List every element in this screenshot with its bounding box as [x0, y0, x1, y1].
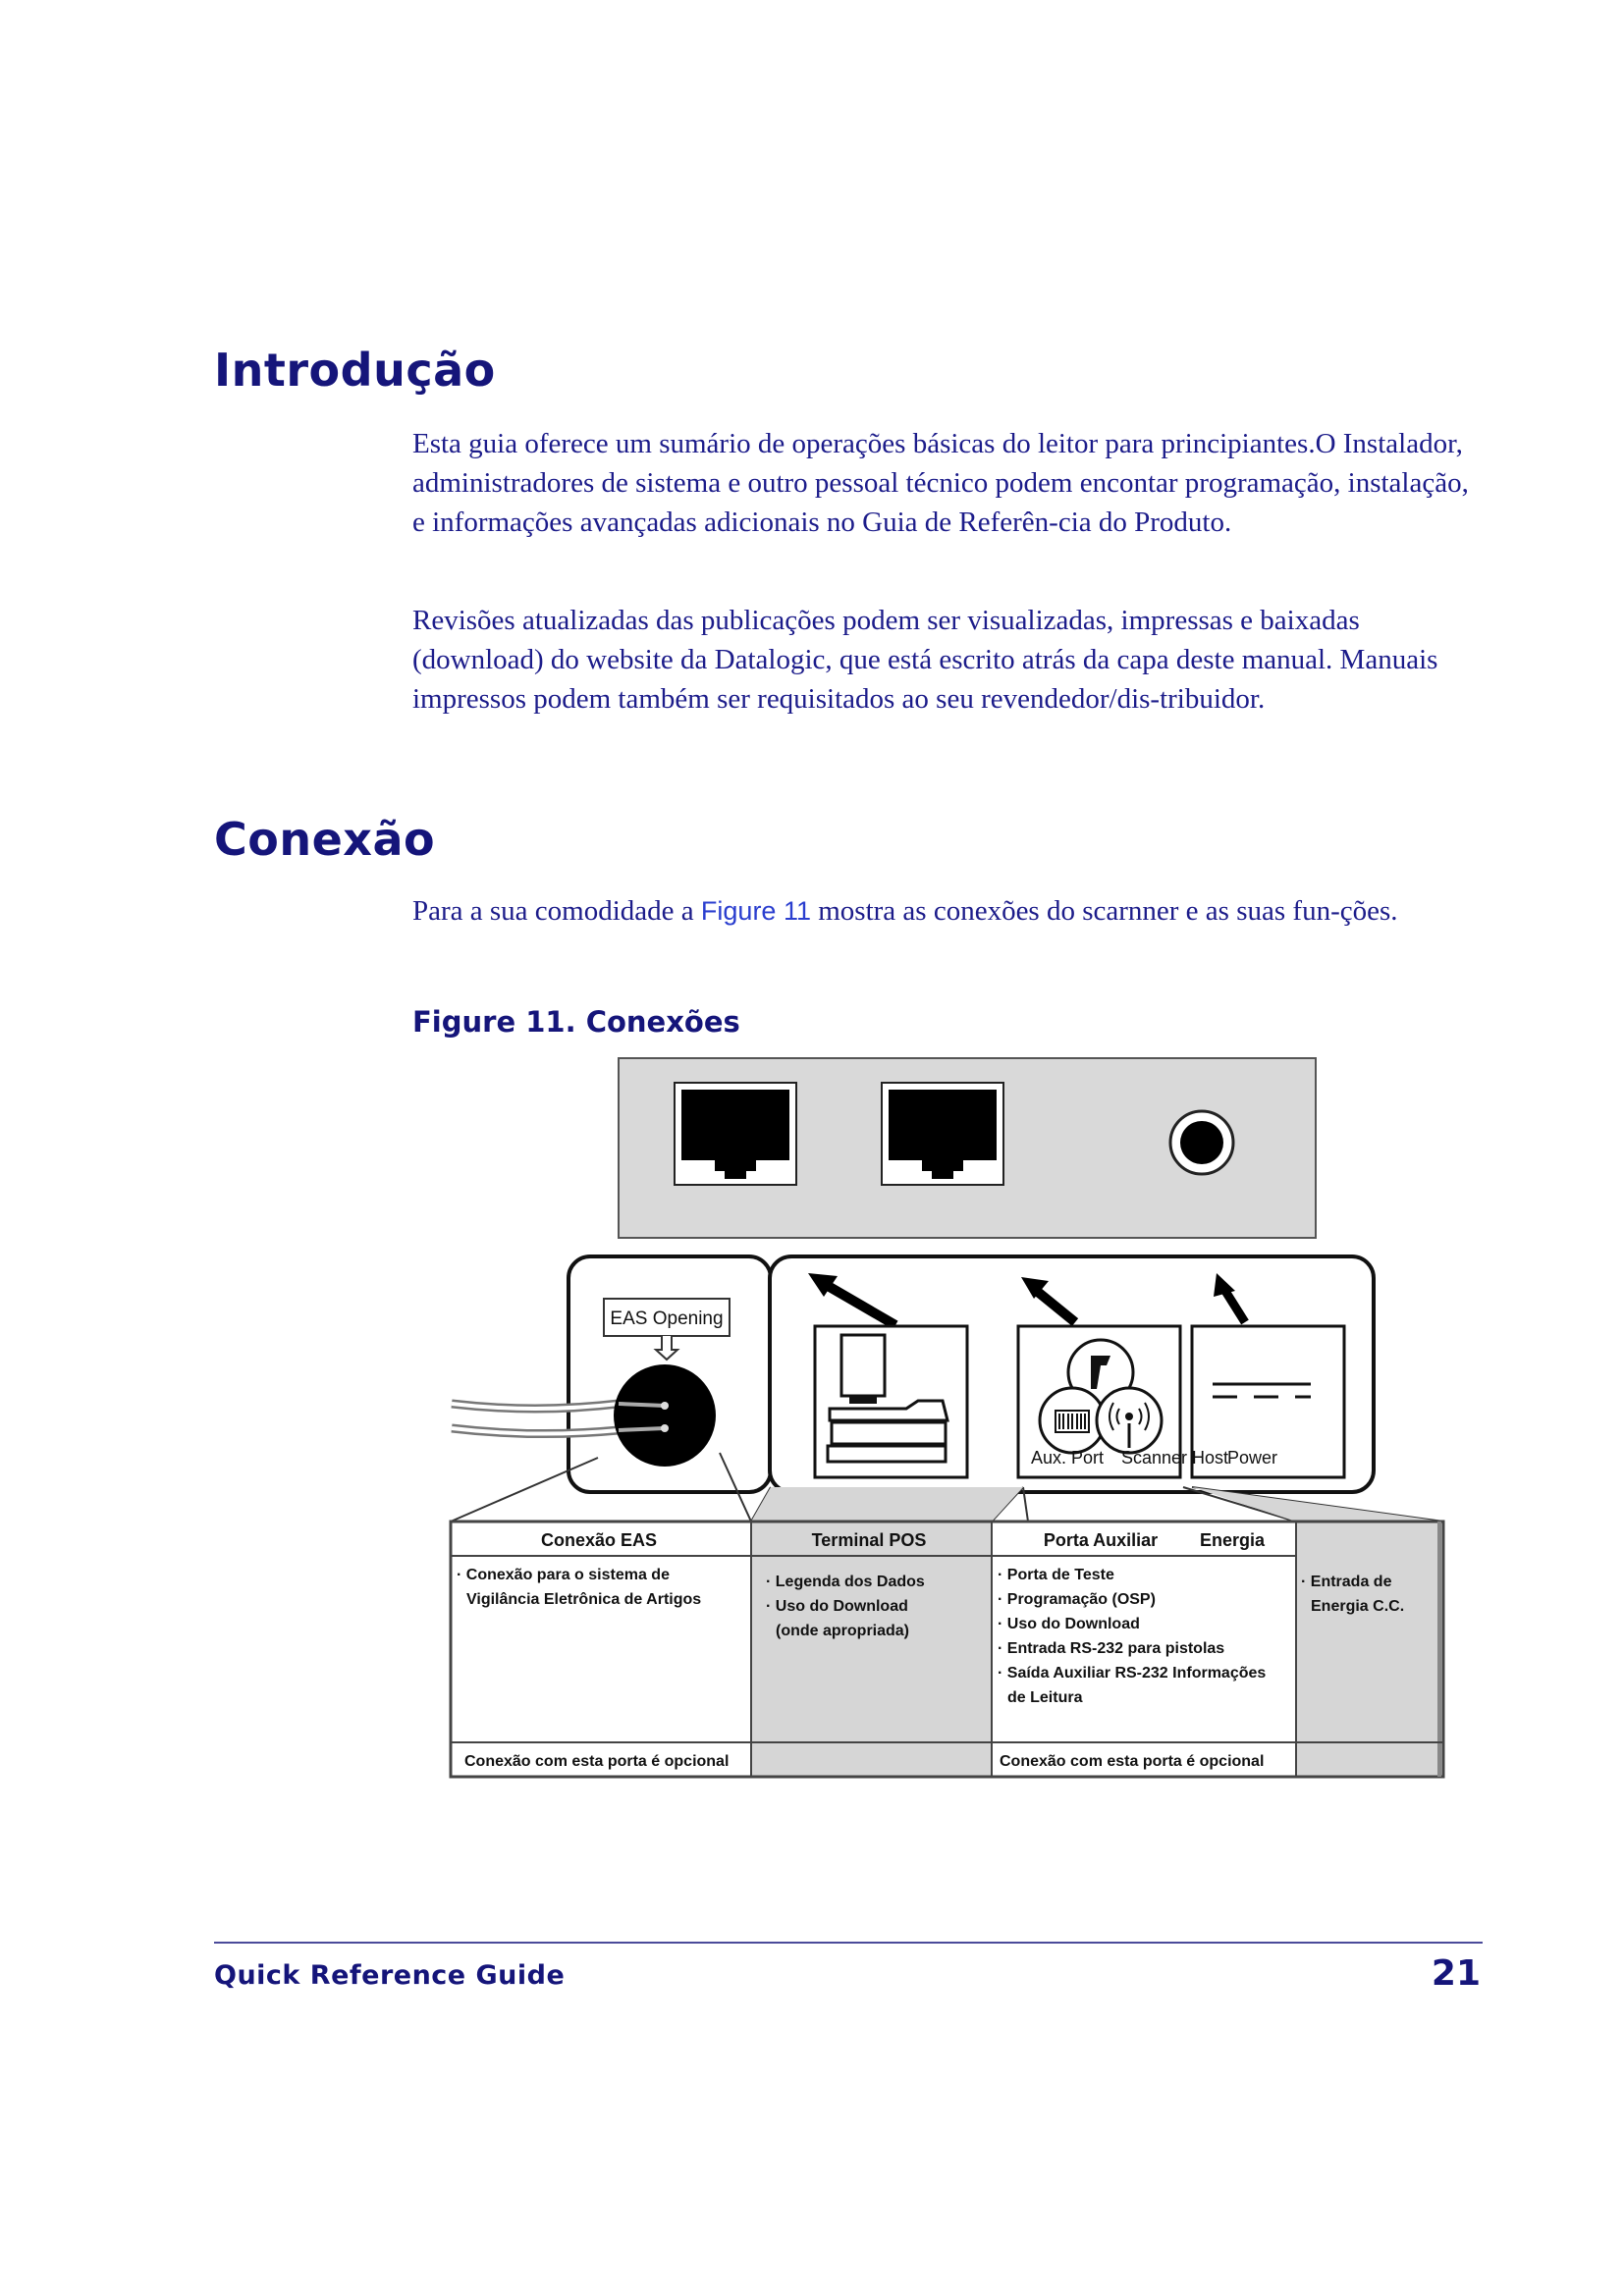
power-desc-line-1: · Entrada de: [1301, 1574, 1392, 1590]
optional-note-eas: Conexão com esta porta é opcional: [464, 1753, 730, 1770]
rj45-port-icon: [675, 1083, 796, 1185]
rj45-port-icon: [882, 1083, 1003, 1185]
eas-opening-label: EAS Opening: [610, 1308, 724, 1329]
port-label-aux: Aux. Port: [1031, 1448, 1105, 1468]
port-label-scanner-host: Scanner Host: [1121, 1448, 1229, 1468]
table-header-aux: Porta Auxiliar: [1043, 1530, 1159, 1550]
intro-paragraph-2: Revisões atualizadas das publicações podem ser visualizadas, impressas e baixadas (download) do website da Datalogic, que está escrito atrás da capa deste manual. Manuais impressos podem também ser requisitados ao seu revendedor/dis-tribuidor.: [412, 605, 1438, 715]
table-header-eas: Conexão EAS: [540, 1530, 658, 1550]
eas-desc-line-2: Vigilância Eletrônica de Artigos: [466, 1591, 702, 1608]
aux-desc-line-5: · Saída Auxiliar RS-232 Informações: [998, 1665, 1267, 1682]
section-heading-introducao: Introdução: [214, 344, 496, 397]
figure-caption: Figure 11. Conexões: [412, 1005, 740, 1039]
aux-desc-line-2: · Programação (OSP): [998, 1591, 1156, 1608]
conexao-paragraph: [412, 891, 1473, 931]
conexao-text-after: mostra as conexões do scarnner e as suas fun-ções.: [810, 895, 1398, 927]
aux-desc-line-4: · Entrada RS-232 para pistolas: [998, 1640, 1225, 1657]
pos-desc-line-3: (onde apropriada): [776, 1623, 910, 1639]
aux-desc-line-6: de Leitura: [1007, 1689, 1083, 1706]
eas-desc-line-1: · Conexão para o sistema de: [457, 1567, 670, 1583]
aux-desc-line-1: · Porta de Teste: [998, 1567, 1114, 1583]
section-heading-conexao: Conexão: [214, 813, 436, 866]
connections-table: [451, 1522, 1443, 1777]
table-header-power: Energia: [1199, 1530, 1266, 1550]
optional-note-aux: Conexão com esta porta é opcional: [1000, 1753, 1265, 1770]
table-header-pos: Terminal POS: [811, 1530, 927, 1550]
intro-paragraph-1: Esta guia oferece um sumário de operações básicas do leitor para principiantes.O Instalador, administradores de sistema e outro pessoal técnico podem encontar programação, instalação, e informações avançadas adicionais no Guia de Referên-cia do Produto.: [412, 428, 1469, 538]
connections-figure: [447, 1055, 1448, 1782]
conexao-text-before: Para a sua comodidade a: [412, 895, 701, 927]
figure-11-link[interactable]: Figure 11: [700, 896, 811, 926]
aux-desc-line-3: · Uso do Download: [998, 1616, 1140, 1632]
footer-title: Quick Reference Guide: [214, 1960, 566, 1991]
pos-terminal-icon: [815, 1326, 967, 1477]
power-desc-line-2: Energia C.C.: [1311, 1598, 1405, 1615]
page-number: 21: [1431, 1953, 1481, 1994]
pos-desc-line-2: · Uso do Download: [766, 1598, 908, 1615]
pos-desc-line-1: · Legenda dos Dados: [766, 1574, 925, 1590]
power-jack-icon: [1170, 1111, 1233, 1174]
port-label-power: Power: [1227, 1448, 1278, 1468]
footer-divider: [214, 1942, 1483, 1944]
